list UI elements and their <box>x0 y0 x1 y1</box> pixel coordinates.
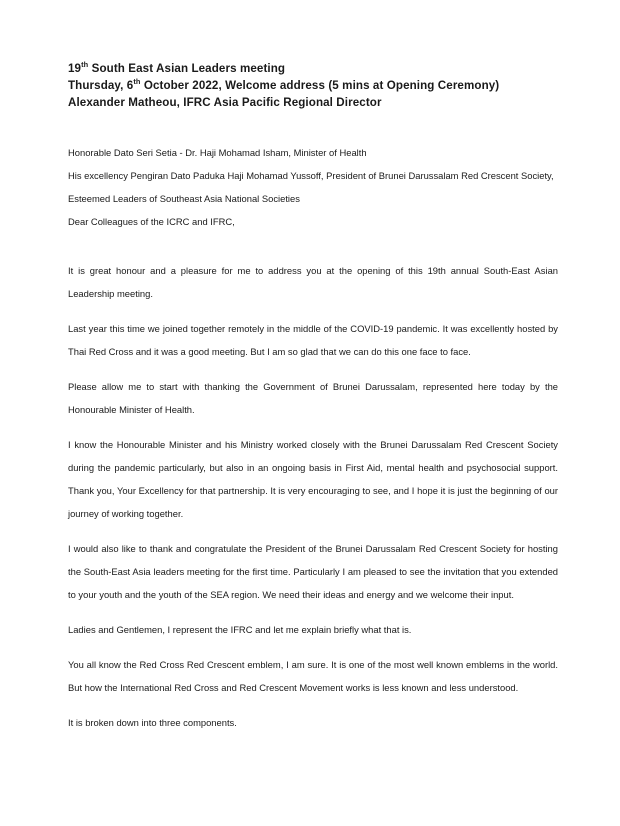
title-line-2-rest: October 2022, Welcome address (5 mins at Opening Ceremony) <box>140 79 500 92</box>
body-paragraph: It is great honour and a pleasure for me to address you at the opening of this 19th annual South-East Asian Leadership meeting. <box>68 265 558 299</box>
title-line-1-rest: South East Asian Leaders meeting <box>88 62 286 75</box>
title-line-2-superscript: th <box>133 77 141 87</box>
document-title <box>68 60 558 111</box>
body-paragraph: I know the Honourable Minister and his Ministry worked closely with the Brunei Darussalam Red Crescent Society during the pandemic particularly, but also in an ongoing basis in First Aid, mental health and psychosocial support. Thank you, Your Excellency for that partnership. It is very encouraging to see, and I hope it is just the beginning of our journey of working together. <box>68 439 558 519</box>
title-line-1-prefix: 19 <box>68 62 82 75</box>
title-line-3-prefix: Alexander Matheou, IFRC Asia Pacific Regional Director <box>68 96 382 109</box>
body-paragraph: It is broken down into three components. <box>68 717 237 728</box>
salutation-line: Esteemed Leaders of Southeast Asia National Societies <box>68 193 300 204</box>
title-line-3 <box>68 94 558 111</box>
title-line-2-prefix: Thursday, 6 <box>68 79 134 92</box>
body-paragraph: Last year this time we joined together remotely in the middle of the COVID-19 pandemic. It was excellently hosted by Thai Red Cross and it was a good meeting. But I am so glad that we can do this one face to face. <box>68 323 558 357</box>
body-paragraph: Ladies and Gentlemen, I represent the IFRC and let me explain briefly what that is. <box>68 624 412 635</box>
salutation-line: His excellency Pengiran Dato Paduka Haji Mohamad Yussoff, President of Brunei Darussalam Red Crescent Society, <box>68 170 554 181</box>
salutation-line: Honorable Dato Seri Setia - Dr. Haji Mohamad Isham, Minister of Health <box>68 147 367 158</box>
body-paragraph: You all know the Red Cross Red Crescent emblem, I am sure. It is one of the most well known emblems in the world. But how the International Red Cross and Red Crescent Movement works is less known and less understood. <box>68 659 558 693</box>
title-line-1 <box>68 60 558 77</box>
title-line-1-superscript: th <box>81 60 89 70</box>
title-line-2 <box>68 77 558 94</box>
body-paragraph: I would also like to thank and congratulate the President of the Brunei Darussalam Red Crescent Society for hosting the South-East Asia leaders meeting for the first time. Particularly I am pleased to see the invitation that you extended to your youth and the youth of the SEA region. We need their ideas and energy and we welcome their input. <box>68 543 558 600</box>
salutation-line: Dear Colleagues of the ICRC and IFRC, <box>68 216 235 227</box>
body-paragraph: Please allow me to start with thanking the Government of Brunei Darussalam, represented here today by the Honourable Minister of Health. <box>68 381 558 415</box>
salutation-block <box>68 141 558 233</box>
document-body <box>68 259 558 734</box>
